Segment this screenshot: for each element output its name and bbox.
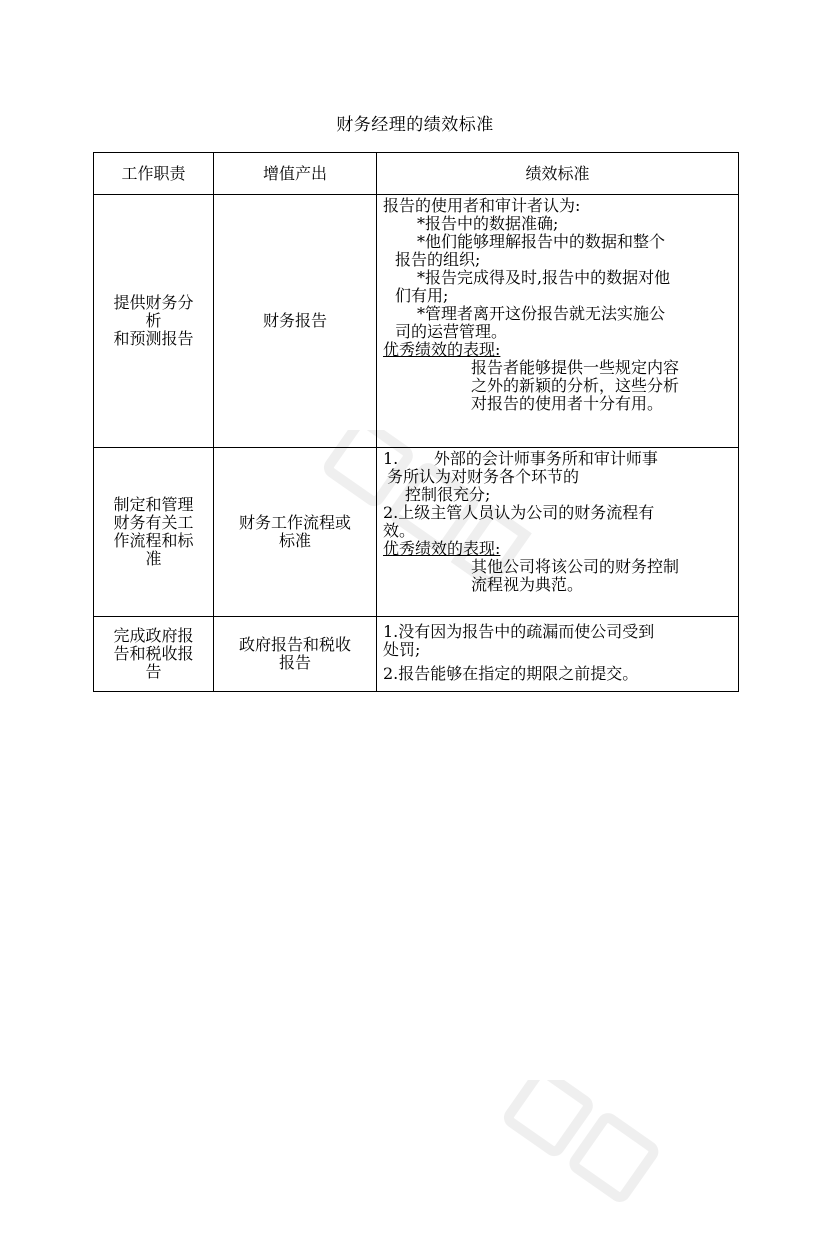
output-cell	[214, 195, 377, 448]
standard-line: 报告的组织;	[395, 250, 481, 269]
standard-line: 之外的新颖的分析，这些分析	[471, 376, 680, 395]
duty-cell	[94, 617, 214, 692]
duty-line: 告和税收报	[113, 644, 194, 663]
standard-line: 处罚;	[383, 640, 421, 659]
standard-line: 1. 外部的会计师事务所和审计师事	[383, 449, 658, 468]
standard-line: 报告者能够提供一些规定内容	[471, 358, 680, 377]
standard-cell	[377, 448, 739, 617]
standard-cell	[377, 195, 739, 448]
standard-line: 司的运营管理。	[395, 322, 508, 341]
table-header-row	[94, 153, 739, 195]
duty-cell	[94, 448, 214, 617]
output-cell	[214, 617, 377, 692]
table-row	[94, 617, 739, 692]
output-line: 政府报告和税收	[238, 635, 351, 654]
duty-line: 和预测报告	[113, 329, 194, 348]
output-line: 财务工作流程或	[238, 513, 351, 532]
duty-line: 告	[145, 662, 162, 681]
table-row	[94, 448, 739, 617]
duty-line: 提供财务分	[113, 293, 194, 312]
output-cell	[214, 448, 377, 617]
standard-line: 报告的使用者和审计者认为:	[383, 196, 581, 215]
standard-line: 效。	[383, 521, 416, 540]
standard-line: *报告中的数据准确;	[417, 214, 559, 233]
duty-cell	[94, 195, 214, 448]
excellence-label: 优秀绩效的表现:	[383, 539, 501, 558]
table-row	[94, 195, 739, 448]
standard-line: 控制很充分;	[405, 485, 491, 504]
standard-line: *报告完成得及时,报告中的数据对他	[417, 268, 671, 287]
standard-line: 对报告的使用者十分有用。	[471, 394, 664, 413]
header-duty: 工作职责	[94, 153, 214, 195]
standard-line: *管理者离开这份报告就无法实施公	[417, 304, 666, 323]
standard-cell	[377, 617, 739, 692]
standard-line: 其他公司将该公司的财务控制	[471, 557, 680, 576]
duty-line: 准	[145, 549, 162, 568]
standard-line: 务所认为对财务各个环节的	[387, 467, 580, 486]
standard-line: 2.报告能够在指定的期限之前提交。	[383, 664, 639, 683]
duty-line: 析	[145, 311, 162, 330]
output-line: 报告	[278, 653, 311, 672]
duty-line: 制定和管理	[113, 495, 194, 514]
header-output: 增值产出	[214, 153, 377, 195]
standard-line: 2.上级主管人员认为公司的财务流程有	[383, 503, 655, 522]
excellence-label: 优秀绩效的表现:	[383, 340, 501, 359]
standard-line: *他们能够理解报告中的数据和整个	[417, 232, 666, 251]
output-line: 标准	[278, 531, 311, 550]
performance-table	[93, 152, 739, 692]
standard-line: 流程视为典范。	[471, 575, 584, 594]
output-line: 财务报告	[262, 311, 327, 330]
watermark	[470, 1080, 730, 1240]
duty-line: 作流程和标	[113, 531, 194, 550]
duty-line: 完成政府报	[113, 626, 194, 645]
standard-line: 1.没有因为报告中的疏漏而使公司受到	[383, 622, 655, 641]
standard-line: 们有用;	[395, 286, 449, 305]
duty-line: 财务有关工	[113, 513, 194, 532]
header-standard: 绩效标准	[377, 153, 739, 195]
page-title: 财务经理的绩效标准	[336, 115, 494, 135]
